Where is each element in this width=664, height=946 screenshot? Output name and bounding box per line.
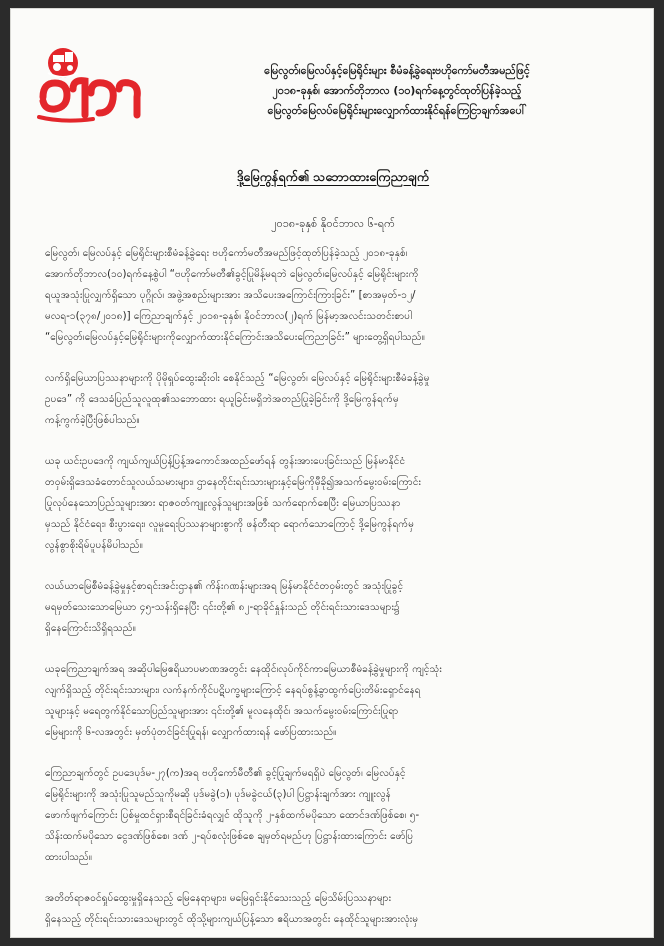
statement-body bbox=[45, 243, 635, 938]
text-line: ရှိနေကြောင်းသိရှိရသည်။ bbox=[45, 623, 136, 634]
text-line: မလရ-၁(၃၇၈/၂၀၁၈)] ကြေညာချက်နှင့် ၂၀၁၈-ခုနှစ်၊ နိုဝင်ဘာလ(၂)ရက် မြန်မာ့အလင်းသတင်းစာပါ bbox=[45, 311, 412, 322]
text-line: အောက်တိုဘာလ(၁၀)ရက်နေ့စွဲပါ “ဗဟိုကော်မတီ၏ခွင့်ပြုမိန့်မရဘဲ မြေလွတ်၊မြေလပ်နှင့် မြေရိုင်းများကို bbox=[45, 269, 419, 280]
text-line: မြေများကို ၆-လအတွင်း မှတ်ပုံတင်ခြင်းပြုရန်၊ လျှောက်ထားရန် ဖော်ပြထားသည်။ bbox=[45, 727, 337, 738]
paragraph-4 bbox=[45, 576, 635, 639]
document-header bbox=[159, 61, 635, 121]
text-line: ရယူအသုံးပြုလျှက်ရှိသော ပုဂ္ဂိုလ်၊ အဖွဲ့အစည်းများအား အသိပေးအကြောင်းကြားခြင်း” [စာအမှတ်-၁၂/ bbox=[45, 290, 416, 301]
text-line: ကြေညာချက်တွင် ဥပဒေပုဒ်မ-၂၇(က)အရ ဗဟိုကော်မီတီ၏ ခွင့်ပြုချက်မရရှိပဲ မြေလွတ်၊ မြေလပ်နှင့် bbox=[45, 768, 406, 779]
text-line: ပြုလုပ်နေသောပြည်သူများအား ရာဇဝတ်ကျူးလွန်သူများအဖြစ် သက်ရောက်စေပြီး မြေယာပြဿနာ bbox=[45, 498, 401, 509]
doh-myay-network-logo bbox=[33, 43, 145, 127]
text-line: လယ်ယာမြေစီမံခန့်ခွဲမှုနှင့်စာရင်းအင်းဌာန၏ ကိန်းဂဏန်းများအရ မြန်မာနိုင်ငံတဝှမ်းတွင် အသုံးပြုခွင့် bbox=[45, 581, 404, 592]
header-line: မြေလွတ်၊မြေလပ်နှင့်မြေရိုင်းများ စီမံခန့်ခွဲရေးဗဟိုကော်မတီအမည်ဖြင့် bbox=[264, 64, 530, 77]
header-line: ၂၀၁၈-ခုနှစ်၊ အောက်တိုဘာလ (၁၀)ရက်နေ့တွင်ထုတ်ပြန်ခဲ့သည့် bbox=[272, 84, 522, 97]
text-line: လျက်ရှိသည့် တိုင်းရင်းသားများ၊ လက်နက်ကိုင်ပဋိပက္ခများကြောင့် နေရပ်စွန့်ခွာထွက်ပြေးတိမ်းရှောင်နေရ bbox=[45, 685, 421, 696]
text-line: လက်ရှိမြေယာပြဿနာများကို ပိုမိုရှုပ်ထွေးဆိုးဝါး စေနိုင်သည့် “မြေလွတ်၊ မြေလပ်နှင့် မြေရိုင်းများစီမံခန့်ခွဲမှု bbox=[45, 373, 430, 384]
text-line: အတိတ်ရာဇဝင်ရှုပ်ထွေးမှုရှိနေသည့် မြေနေရာများ၊ မမြေရှင်းနိုင်သေးသည့် မြေသိမ်းပြဿနာများ bbox=[45, 893, 392, 904]
text-line: သိန်းထက်မပိုသော ငွေဒဏ်ဖြစ်စေ၊ ဒဏ် ၂-ရပ်စလုံးဖြစ်စေ ချမှတ်ရမည်ဟု ပြဋ္ဌာန်းထားကြောင်း ဖော်ပြ bbox=[45, 831, 414, 842]
text-line: မြေရိုင်းများကို အသုံးပြုသူမည်သူကိုမဆို ပုဒ်မခွဲ(၁)၊ ပုဒ်မခွဲငယ်(၃)ပါ ပြဋ္ဌာန်းချက်အား ကျူးလွန် bbox=[45, 789, 391, 800]
statement-date: ၂၀၁၈-ခုနှစ် နိုဝင်ဘာလ ၆-ရက် bbox=[271, 217, 395, 230]
text-line: “မြေလွတ်၊မြေလပ်နှင့်မြေရိုင်းများကိုလျှောက်ထားနိုင်ကြောင်းအသိပေးကြေညာခြင်း” များတွေ့ရှိရပါသည်။ bbox=[45, 332, 425, 343]
paragraph-1 bbox=[45, 243, 635, 348]
document-page bbox=[10, 8, 654, 938]
text-line: သူများနှင့် မရေတွက်နိုင်သောပြည်သူများအား ၎င်းတို့၏ မူလနေထိုင်၊ အသက်မွေးဝမ်းကြောင်းပြုရာ bbox=[45, 706, 399, 717]
text-line: မှသည် နိုင်ငံရေး၊ စီးပွားရေး၊ လူမှုရေးပြဿနာများစွာကို ဖန်တီးရာ ရောက်သောကြောင့် ဒို့မြေကွန်ရက်မှ bbox=[45, 519, 415, 530]
statement-title: ဒို့မြေကွန်ရက်၏ သဘောထားကြေညာချက် bbox=[236, 169, 430, 184]
text-line: ယခုကြေညာချက်အရ အဆိုပါမြေဧရိယာပမာဏအတွင်း နေထိုင်၊လုပ်ကိုင်ကာမြေယာစီမံခန့်ခွဲမှုများကို ကျင့်သုံး bbox=[45, 664, 442, 675]
paragraph-7 bbox=[45, 888, 635, 930]
text-line: ထားပါသည်။ bbox=[45, 852, 92, 863]
text-line: ဖောက်ဖျက်ကြောင်း ပြစ်မှုထင်ရှားစီရင်ခြင်းခံရလျှင် ထိုသူကို ၂-နှစ်ထက်မပိုသော ထောင်ဒဏ်ဖြစ်စေ၊ ၅- bbox=[45, 810, 420, 821]
text-line: ယခု ယင်းဥပဒေကို ကျယ်ကျယ်ပြန့်ပြန့်အကောင်အထည်ဖော်ရန် တွန်းအားပေးခြင်းသည် မြန်မာနိုင်ငံ bbox=[45, 456, 406, 467]
text-line: လွန်စွာစိုးရိမ်ပူပန်မိပါသည်။ bbox=[45, 540, 143, 551]
text-line: တဝှမ်းရှိဒေသခံတောင်သူလယ်သမားများ၊ ဌာနေတိုင်းရင်းသားများနှင့်မြေကိုမှီခို၍အသက်မွေးဝမ်းကြောင်း bbox=[45, 477, 422, 488]
text-line: မရမှတ်သေးသောမြေယာ ၄၅-သန်းရှိနေပြီး ၎င်းတို့၏ ၈၂-ရာခိုင်နှုန်းသည် တိုင်းရင်းသားဒေသများ၌ bbox=[45, 602, 400, 613]
paragraph-5 bbox=[45, 659, 635, 743]
text-line: ဥပဒေ” ကို ဒေသခံပြည်သူလူထု၏သဘောထား ရယူခြင်းမရှိဘဲအတည်ပြုခဲ့ခြင်းကို ဒို့မြေကွန်ရက်မှ bbox=[45, 394, 399, 405]
text-line: ကန့်ကွက်ခဲ့ပြီးဖြစ်ပါသည်။ bbox=[45, 415, 140, 426]
text-line: ရှိနေသည့် တိုင်းရင်းသားဒေသများတွင် ထိုသို့များကျယ်ပြန့်သော ဧရိယာအတွင်း နေထိုင်သူများအားလုံးမှ bbox=[45, 914, 419, 925]
paragraph-2 bbox=[45, 368, 635, 431]
paragraph-3 bbox=[45, 451, 635, 556]
header-line: မြေလွတ်မြေလပ်မြေရိုင်းများလျှောက်ထားနိုင်ရန်ကြေငြာချက်အပေါ် bbox=[267, 104, 527, 117]
text-line: မြေလွတ်၊ မြေလပ်နှင့် မြေရိုင်းများစီမံခန့်ခွဲရေး ဗဟိုကော်မတီအမည်ဖြင့်ထုတ်ပြန်ခဲ့သည့် ၂၀၁၈-ခုနှစ်၊ bbox=[45, 248, 408, 259]
paragraph-6 bbox=[45, 763, 635, 868]
